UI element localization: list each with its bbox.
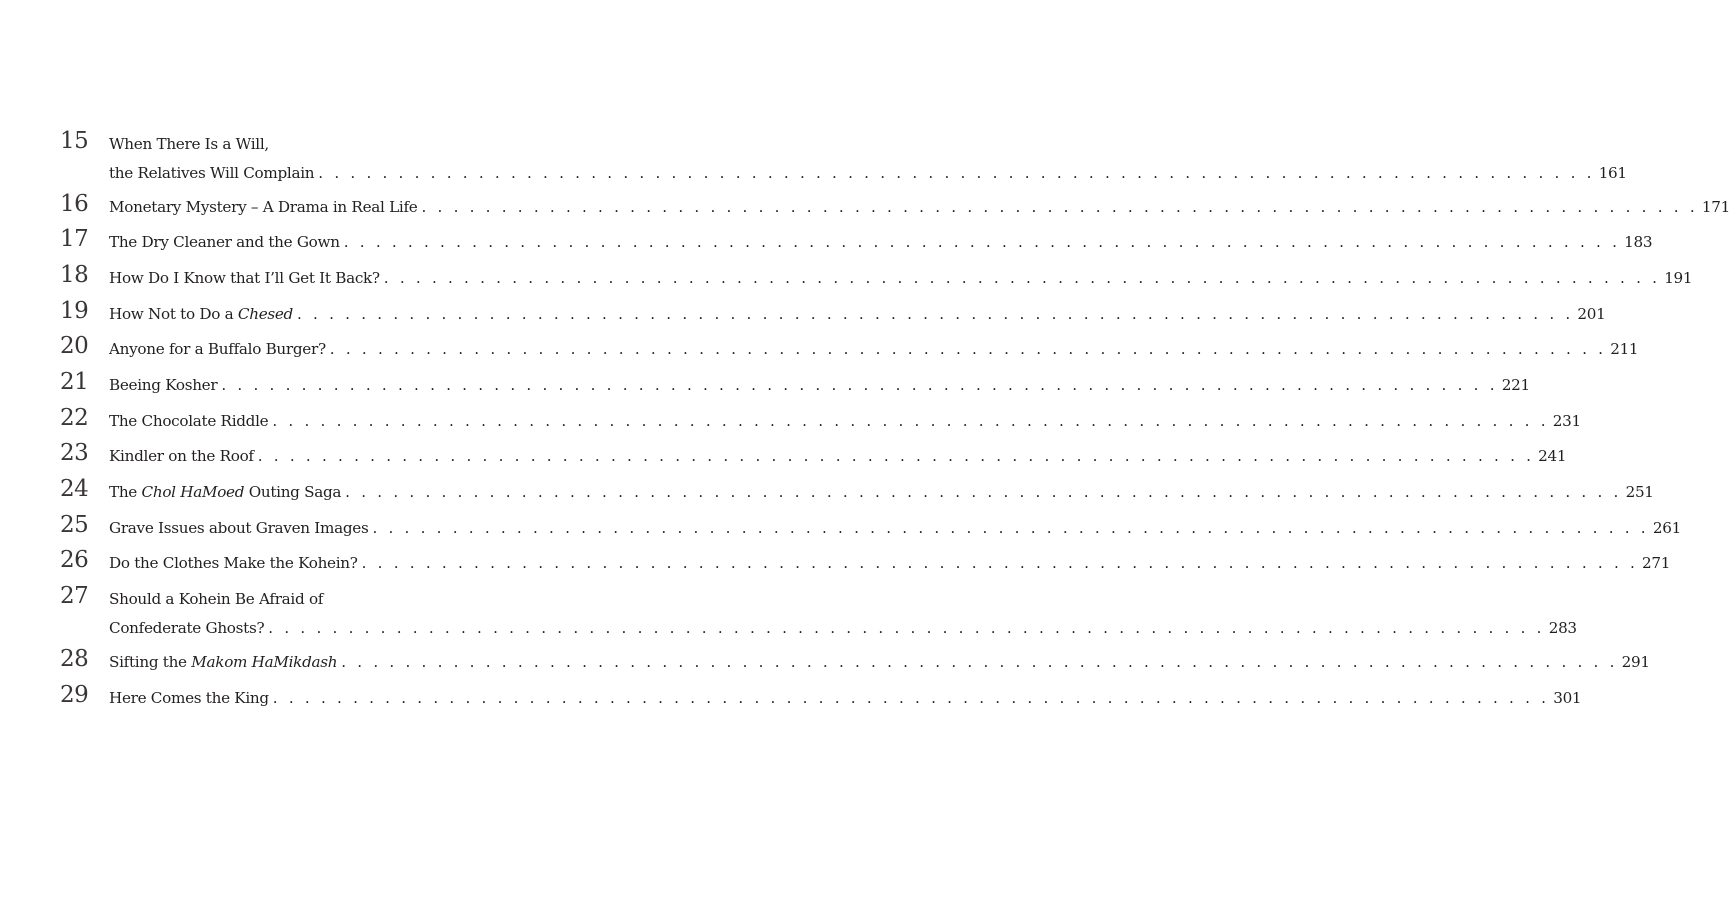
title-segment: Sifting the: [109, 653, 192, 671]
title-segment: Here Comes the King: [109, 689, 269, 707]
title-segment: The Dry Cleaner and the Gown: [109, 233, 340, 251]
chapter-title-line: [109, 267, 1693, 289]
chapter-title: [109, 338, 326, 360]
chapter-title-line: [109, 196, 1730, 218]
chapter-title: [109, 651, 337, 673]
title-italic-segment: Makom HaMikdash: [191, 653, 338, 671]
chapter-number: 20: [60, 333, 89, 359]
page-number: 171: [1701, 198, 1730, 216]
title-segment: the Relatives Will Complain: [109, 164, 315, 182]
chapter-number: 23: [60, 440, 89, 466]
title-segment: Monetary Mystery – A Drama in Real Life: [109, 198, 418, 216]
dot-leader: . . . . . . . . . . . . . . . . . . . . . . . . . . . . . . . . . . . . . . . . . . . . . . . . . . . . . . . . . . . . . . . . . . . . . . . . . . . . . . . .: [345, 483, 1622, 501]
chapter-title: [109, 267, 380, 289]
page-number: 261: [1652, 519, 1681, 537]
page-number: 221: [1501, 376, 1530, 394]
chapter-title-line: [109, 162, 1627, 184]
dot-leader: . . . . . . . . . . . . . . . . . . . . . . . . . . . . . . . . . . . . . . . . . . . . . . . . . . . . . . . . . . . . . . . . . . . . . . . . . . . . . . . .: [421, 198, 1698, 216]
page-number: 161: [1598, 164, 1627, 182]
chapter-title-line: [109, 303, 1606, 325]
dot-leader: . . . . . . . . . . . . . . . . . . . . . . . . . . . . . . . . . . . . . . . . . . . . . . . . . . . . . . . . . . . . . . . . . . . . . . . . . . . . . . . .: [257, 447, 1535, 465]
chapter-title-line: [109, 588, 530, 610]
chapter-title-line: [109, 617, 1577, 639]
page-number: 183: [1624, 233, 1653, 251]
chapter-title: [109, 410, 268, 432]
chapter-number: 29: [60, 682, 89, 708]
page-number: 283: [1548, 619, 1577, 637]
title-segment: Should a Kohein Be Afraid of: [109, 590, 324, 608]
chapter-title-line: [109, 133, 530, 155]
chapter-title-line: [109, 687, 1582, 709]
chapter-title: [109, 303, 293, 325]
chapter-title-line: [109, 445, 1567, 467]
chapter-title-line: [109, 338, 1639, 360]
dot-leader: . . . . . . . . . . . . . . . . . . . . . . . . . . . . . . . . . . . . . . . . . . . . . . . . . . . . . . . . . . . . . . . . . . . . . . . . . . . . . . . .: [221, 376, 1498, 394]
chapter-title: [109, 445, 254, 467]
chapter-title: [109, 552, 358, 574]
page-number: 301: [1553, 689, 1582, 707]
chapter-number: 19: [60, 298, 89, 324]
dot-leader: . . . . . . . . . . . . . . . . . . . . . . . . . . . . . . . . . . . . . . . . . . . . . . . . . . . . . . . . . . . . . . . . . . . . . . . . . . . . . . . .: [268, 619, 1545, 637]
chapter-number: 24: [60, 476, 89, 502]
dot-leader: . . . . . . . . . . . . . . . . . . . . . . . . . . . . . . . . . . . . . . . . . . . . . . . . . . . . . . . . . . . . . . . . . . . . . . . . . . . . . . . .: [329, 340, 1607, 358]
dot-leader: . . . . . . . . . . . . . . . . . . . . . . . . . . . . . . . . . . . . . . . . . . . . . . . . . . . . . . . . . . . . . . . . . . . . . . . . . . . . . . . .: [272, 412, 1549, 430]
page-number: 251: [1625, 483, 1654, 501]
chapter-title: [109, 135, 269, 153]
dot-leader: . . . . . . . . . . . . . . . . . . . . . . . . . . . . . . . . . . . . . . . . . . . . . . . . . . . . . . . . . . . . . . . . . . . . . . . . . . . . . . . .: [341, 653, 1618, 671]
chapter-number: 21: [60, 369, 89, 395]
title-segment: When There Is a Will,: [109, 135, 269, 153]
chapter-number: 18: [60, 262, 89, 288]
page-number: 191: [1664, 269, 1693, 287]
page-number: 231: [1552, 412, 1581, 430]
chapter-title: [109, 196, 417, 218]
chapter-number: 26: [60, 547, 89, 573]
chapter-title: [109, 231, 340, 253]
title-segment: Confederate Ghosts?: [109, 619, 265, 637]
chapter-number: 22: [60, 405, 89, 431]
page-number: 291: [1621, 653, 1650, 671]
title-segment: Kindler on the Roof: [109, 447, 254, 465]
dot-leader: . . . . . . . . . . . . . . . . . . . . . . . . . . . . . . . . . . . . . . . . . . . . . . . . . . . . . . . . . . . . . . . . . . . . . . . . . . . . . . . .: [318, 164, 1595, 182]
title-segment: The: [109, 483, 142, 501]
chapter-title: [109, 617, 264, 639]
title-segment: Outing Saga: [244, 483, 342, 501]
chapter-title: [109, 517, 368, 539]
chapter-title-line: [109, 481, 1654, 503]
chapter-title: [109, 374, 217, 396]
title-italic-segment: Chesed: [237, 305, 293, 323]
chapter-number: 25: [60, 512, 89, 538]
title-segment: Anyone for a Buffalo Burger?: [109, 340, 326, 358]
dot-leader: . . . . . . . . . . . . . . . . . . . . . . . . . . . . . . . . . . . . . . . . . . . . . . . . . . . . . . . . . . . . . . . . . . . . . . . . . . . . . . . .: [361, 554, 1639, 572]
dot-leader: . . . . . . . . . . . . . . . . . . . . . . . . . . . . . . . . . . . . . . . . . . . . . . . . . . . . . . . . . . . . . . . . . . . . . . . . . . . . . . . .: [297, 305, 1574, 323]
chapter-number: 15: [60, 128, 89, 154]
dot-leader: . . . . . . . . . . . . . . . . . . . . . . . . . . . . . . . . . . . . . . . . . . . . . . . . . . . . . . . . . . . . . . . . . . . . . . . . . . . . . . . .: [343, 233, 1621, 251]
chapter-number: 16: [60, 191, 89, 217]
page-number: 201: [1577, 305, 1606, 323]
chapter-title: [109, 481, 341, 503]
title-segment: Grave Issues about Graven Images: [109, 519, 369, 537]
chapter-title-line: [109, 410, 1581, 432]
title-italic-segment: Chol HaMoed: [141, 483, 245, 501]
page-number: 271: [1642, 554, 1671, 572]
chapter-number: 27: [60, 583, 89, 609]
title-segment: Do the Clothes Make the Kohein?: [109, 554, 358, 572]
chapter-title-line: [109, 374, 1530, 396]
title-segment: Beeing Kosher: [109, 376, 218, 394]
dot-leader: . . . . . . . . . . . . . . . . . . . . . . . . . . . . . . . . . . . . . . . . . . . . . . . . . . . . . . . . . . . . . . . . . . . . . . . . . . . . . . . .: [383, 269, 1661, 287]
chapter-title: [109, 590, 323, 608]
dot-leader: . . . . . . . . . . . . . . . . . . . . . . . . . . . . . . . . . . . . . . . . . . . . . . . . . . . . . . . . . . . . . . . . . . . . . . . . . . . . . . . .: [272, 689, 1550, 707]
chapter-title-line: [109, 552, 1671, 574]
page-number: 241: [1538, 447, 1567, 465]
chapter-title: [109, 687, 269, 709]
chapter-title: [109, 162, 314, 184]
title-segment: How Not to Do a: [109, 305, 238, 323]
page-number: 211: [1610, 340, 1639, 358]
chapter-number: 17: [60, 226, 89, 252]
chapter-title-line: [109, 517, 1681, 539]
dot-leader: . . . . . . . . . . . . . . . . . . . . . . . . . . . . . . . . . . . . . . . . . . . . . . . . . . . . . . . . . . . . . . . . . . . . . . . . . . . . . . . .: [372, 519, 1649, 537]
title-segment: The Chocolate Riddle: [109, 412, 269, 430]
chapter-number: 28: [60, 646, 89, 672]
chapter-title-line: [109, 651, 1650, 673]
title-segment: How Do I Know that I’ll Get It Back?: [109, 269, 380, 287]
chapter-title-line: [109, 231, 1653, 253]
